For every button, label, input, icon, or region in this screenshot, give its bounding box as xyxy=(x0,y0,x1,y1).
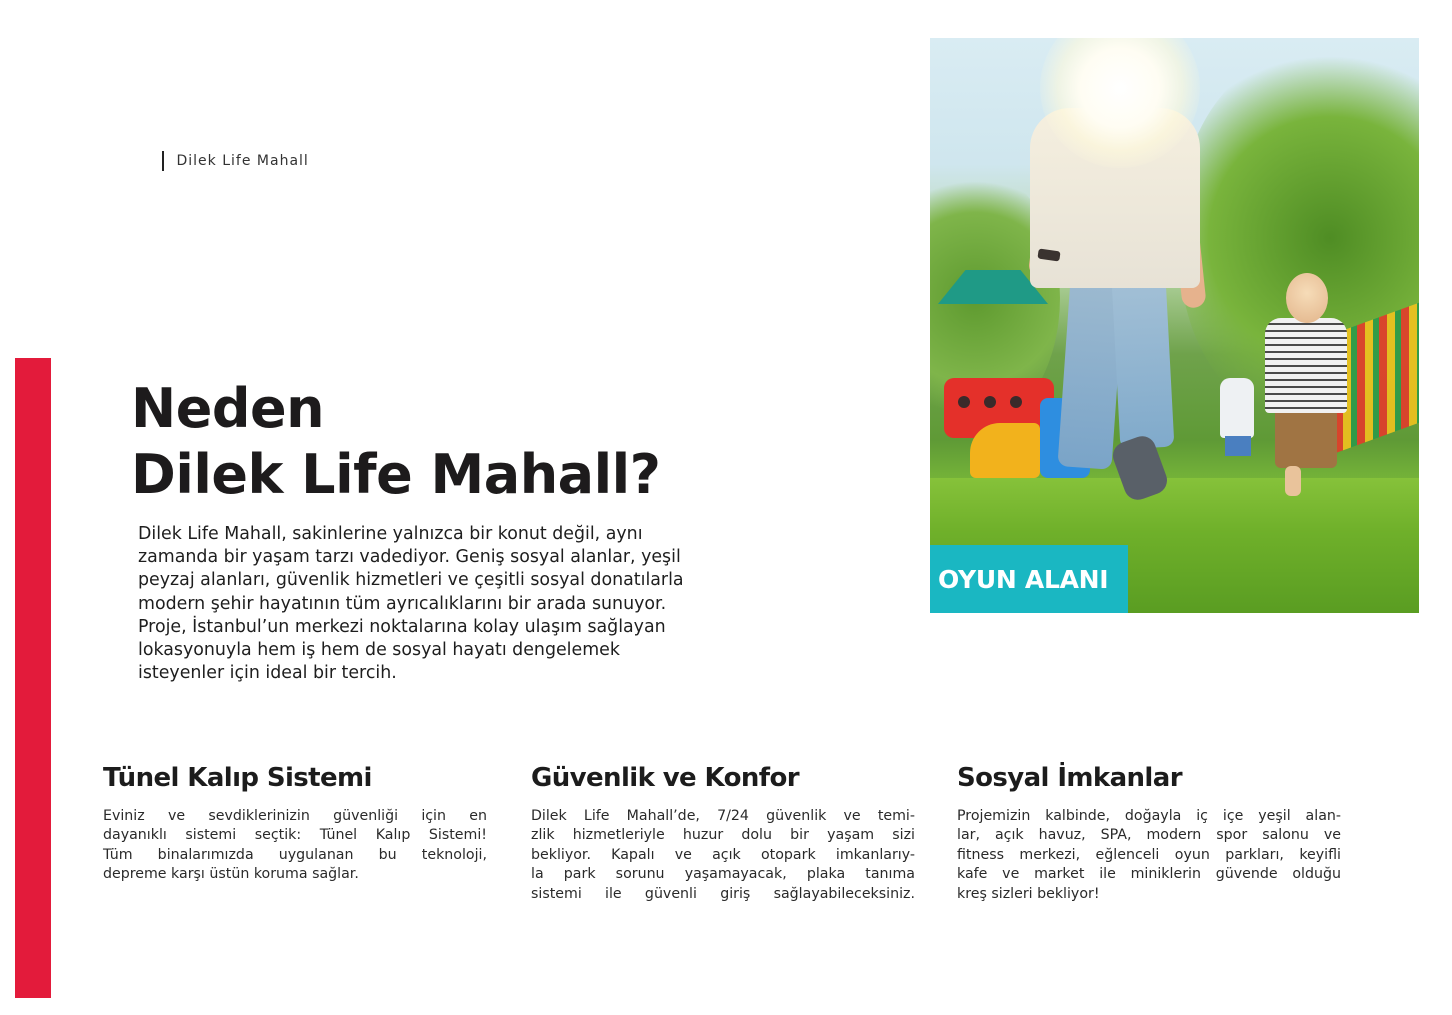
background-person xyxy=(1220,378,1254,438)
feature-social-amenities xyxy=(957,762,1341,904)
feature-line: kafe ve market ile miniklerin güvende olduğu xyxy=(957,866,1341,883)
headline-line-1: Neden xyxy=(131,377,325,440)
feature-line: sistemi ile güvenli giriş sağlayabileceksiniz. xyxy=(531,885,915,902)
intro-line: Dilek Life Mahall, sakinlerine yalnızca bir konut değil, aynı xyxy=(138,524,643,544)
intro-line: Proje, İstanbul’un merkezi noktalarına kolay ulaşım sağlayan xyxy=(138,616,666,637)
feature-line: Eviniz ve sevdiklerinizin güvenliği için en xyxy=(103,808,487,824)
playground-photo xyxy=(930,38,1419,613)
feature-title: Güvenlik ve Konfor xyxy=(531,763,800,793)
feature-text xyxy=(531,807,915,904)
intro-line: isteyenler için ideal bir tercih. xyxy=(138,663,397,684)
child-figure xyxy=(1286,273,1328,323)
background-person xyxy=(1225,436,1251,456)
headline-line-2: Dilek Life Mahall? xyxy=(131,443,661,506)
feature-line: lar, açık havuz, SPA, modern spor salonu ve xyxy=(957,827,1341,844)
feature-text xyxy=(957,807,1341,904)
feature-line: zlik hizmetleriyle huzur dolu bir yaşam sizi xyxy=(531,827,915,844)
feature-line: bekliyor. Kapalı ve açık otopark imkanlarıy- xyxy=(531,846,915,863)
intro-line: peyzaj alanları, güvenlik hizmetleri ve çeşitli sosyal donatılarla xyxy=(138,570,684,591)
feature-line: la park sorunu yaşamayacak, plaka tanıma xyxy=(531,866,915,883)
accent-red-bar xyxy=(15,358,51,998)
feature-security-comfort xyxy=(531,762,915,904)
father-figure xyxy=(1112,277,1175,450)
child-figure xyxy=(1265,318,1347,413)
child-figure xyxy=(1275,408,1337,468)
feature-line: depreme karşı üstün koruma sağlar. xyxy=(103,866,359,883)
photo-caption: OYUN ALANI xyxy=(938,565,1109,594)
brand-label xyxy=(162,150,309,172)
feature-line: Tüm binalarımızda uygulanan bu teknoloji, xyxy=(103,846,487,863)
page-headline xyxy=(131,376,660,508)
playground-slide xyxy=(970,423,1040,478)
intro-line: zamanda bir yaşam tarzı vadediyor. Geniş sosyal alanlar, yeşil xyxy=(138,547,681,568)
feature-title: Tünel Kalıp Sistemi xyxy=(103,763,372,793)
feature-text xyxy=(103,807,487,885)
intro-paragraph xyxy=(138,523,778,685)
intro-line: modern şehir hayatının tüm ayrıcalıklarını bir arada sunuyor. xyxy=(138,593,667,614)
brand-divider xyxy=(162,151,164,171)
intro-line: lokasyonuyla hem iş hem de sosyal hayatı dengelemek xyxy=(138,640,620,661)
photo-caption-tag xyxy=(930,545,1128,613)
brand-label-text: Dilek Life Mahall xyxy=(176,153,309,169)
feature-line: dayanıklı sistemi seçtik: Tünel Kalıp Sistemi! xyxy=(103,827,487,844)
feature-line: kreş sizleri bekliyor! xyxy=(957,885,1100,902)
feature-title: Sosyal İmkanlar xyxy=(957,763,1182,793)
feature-tunnel-form xyxy=(103,762,487,885)
feature-line: Projemizin kalbinde, doğayla iç içe yeşil alan- xyxy=(957,808,1341,824)
child-figure xyxy=(1285,466,1301,496)
feature-line: fitness merkezi, eğlenceli oyun parkları, keyifli xyxy=(957,846,1341,863)
feature-line: Dilek Life Mahall’de, 7/24 güvenlik ve temi- xyxy=(531,808,915,824)
